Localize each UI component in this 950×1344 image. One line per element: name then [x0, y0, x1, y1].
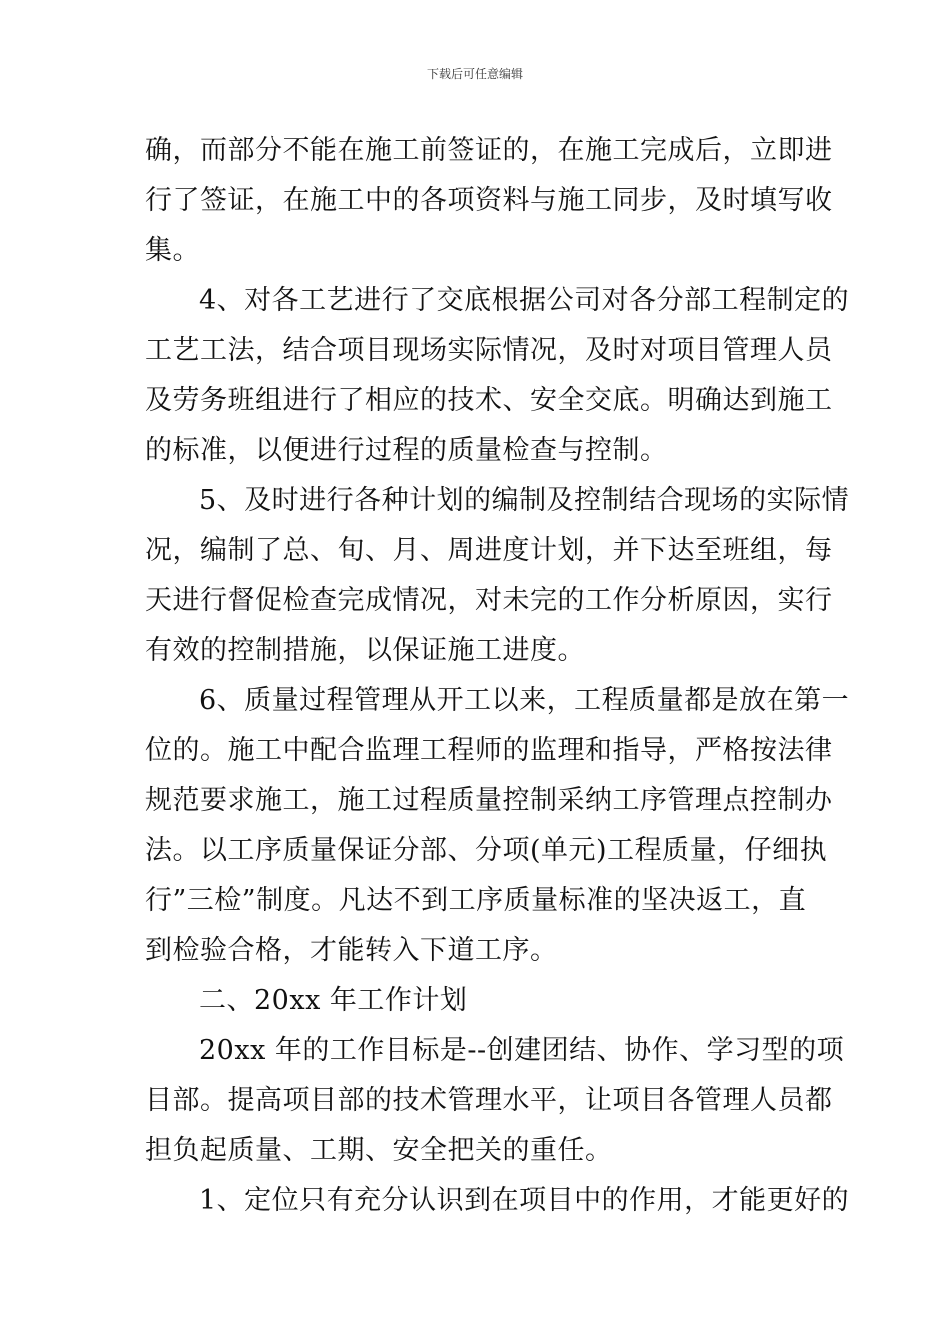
- text-line: 工艺工法，结合项目现场实际情况，及时对项目管理人员: [145, 335, 833, 366]
- text-line: 法。以工序质量保证分部、分项(单元)工程质量，仔细执: [145, 835, 828, 866]
- text-line: 担负起质量、工期、安全把关的重任。: [145, 1135, 613, 1166]
- text-line: 位的。施工中配合监理工程师的监理和指导，严格按法律: [145, 735, 833, 766]
- text-line: 天进行督促检查完成情况，对未完的工作分析原因，实行: [145, 585, 833, 616]
- text-line: 行了签证，在施工中的各项资料与施工同步，及时填写收: [145, 185, 833, 216]
- text-line: 确，而部分不能在施工前签证的，在施工完成后，立即进: [145, 135, 833, 166]
- text-line: 况，编制了总、旬、月、周进度计划，并下达至班组，每: [145, 535, 833, 566]
- paragraph-start-line: 1、定位只有充分认识到在项目中的作用，才能更好的: [199, 1185, 850, 1216]
- text-line: 及劳务班组进行了相应的技术、安全交底。明确达到施工: [145, 385, 833, 416]
- paragraph-start-line: 5、及时进行各种计划的编制及控制结合现场的实际情: [199, 485, 850, 516]
- paragraph-start-line: 4、对各工艺进行了交底根据公司对各分部工程制定的: [199, 285, 850, 316]
- text-line: 集。: [145, 235, 200, 266]
- text-line: 的标准，以便进行过程的质量检查与控制。: [145, 435, 668, 466]
- text-line: 行”三检”制度。凡达不到工序质量标准的坚决返工，直: [145, 885, 807, 916]
- text-line: 有效的控制措施，以保证施工进度。: [145, 635, 585, 666]
- paragraph-start-line: 6、质量过程管理从开工以来，工程质量都是放在第一: [199, 685, 850, 716]
- text-line: 目部。提高项目部的技术管理水平，让项目各管理人员都: [145, 1085, 833, 1116]
- text-line: 规范要求施工，施工过程质量控制采纳工序管理点控制办: [145, 785, 833, 816]
- paragraph-start-line: 20xx 年的工作目标是--创建团结、协作、学习型的项: [199, 1035, 845, 1066]
- page-header: 下载后可任意编辑: [426, 67, 523, 81]
- text-line: 到检验合格，才能转入下道工序。: [145, 935, 558, 966]
- section-heading: 二、20xx 年工作计划: [199, 985, 468, 1016]
- document-body: [145, 126, 850, 1226]
